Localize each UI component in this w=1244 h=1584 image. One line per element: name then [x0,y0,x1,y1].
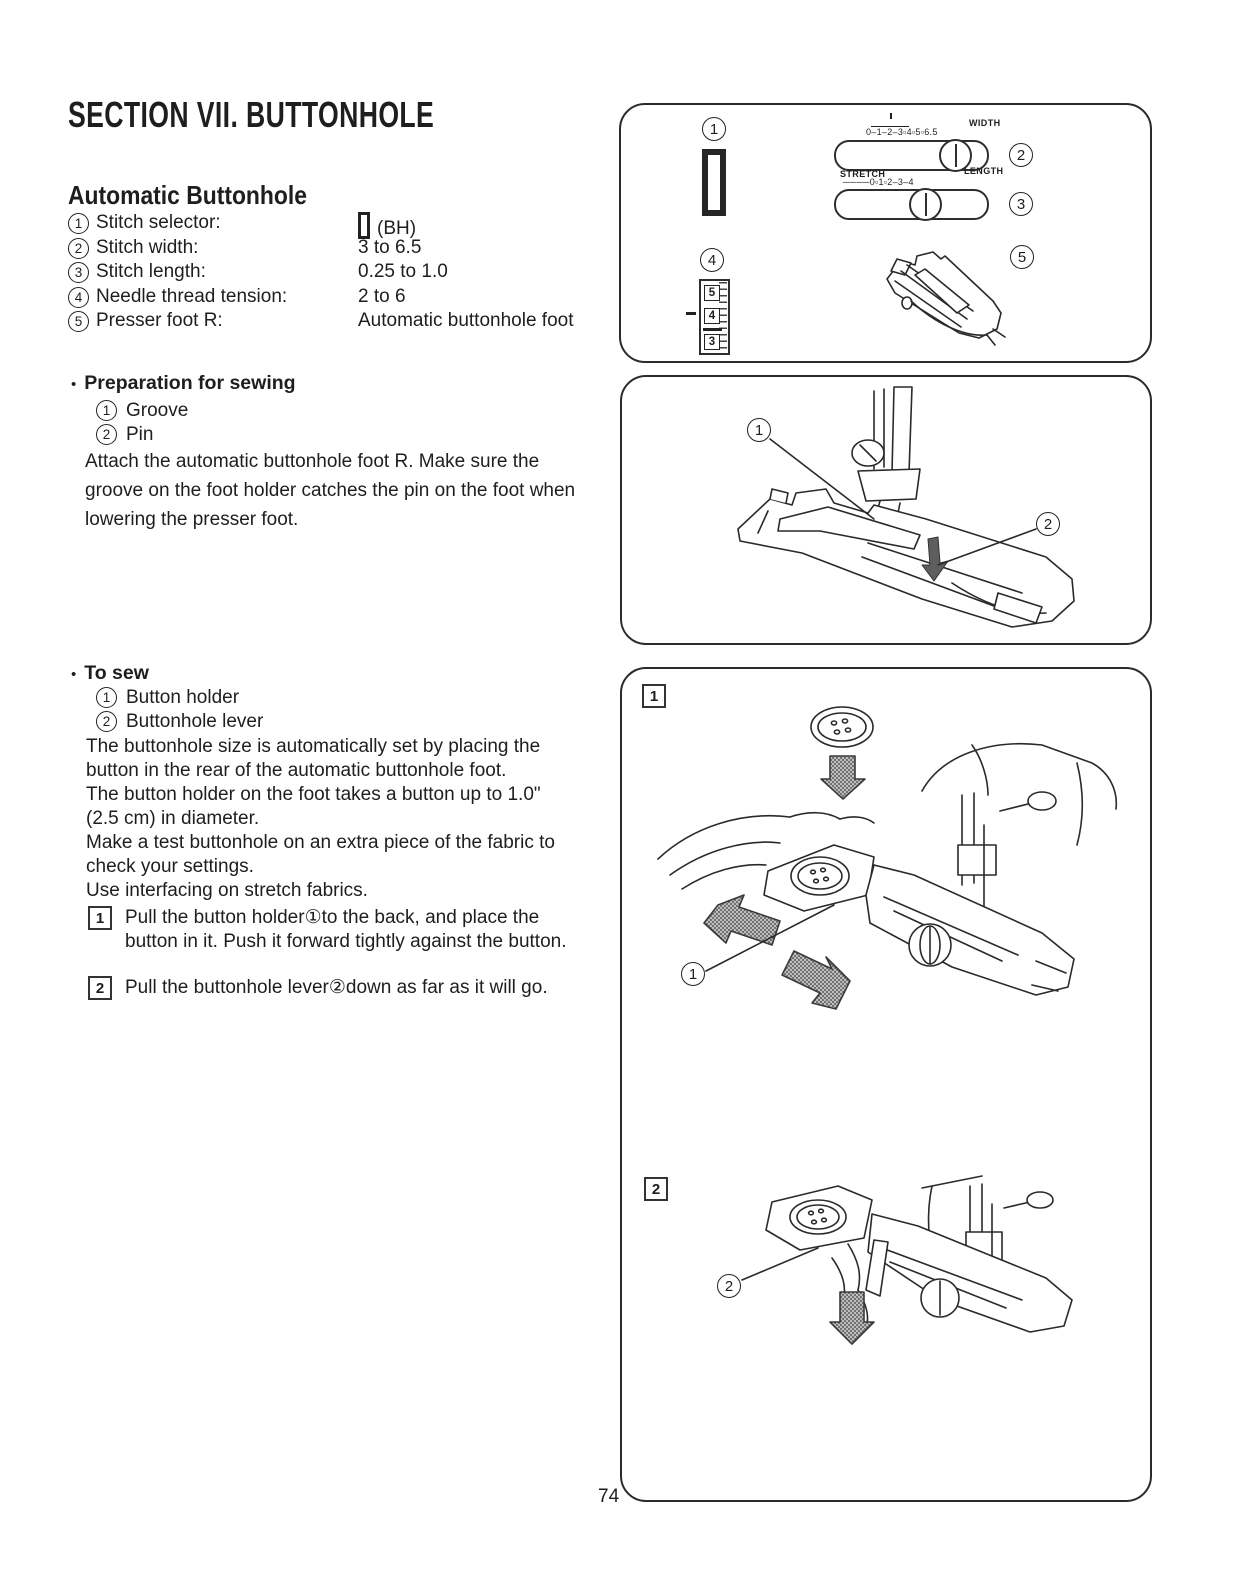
spec-callout: 1 [68,213,89,234]
step-number-box: 1 [88,906,112,930]
step-number-box: 1 [642,684,666,708]
presser-foot-r-illustration [871,241,1011,353]
spec-label: Stitch length: [96,261,206,283]
steps-panel [620,667,1152,1502]
step-number-box: 2 [88,976,112,1000]
preparation-paragraph: Attach the automatic buttonhole foot R. Make sure the groove on the foot holder catches the pin on the foot when lowering the presser foot. [85,451,576,530]
spec-callout: 5 [68,311,89,332]
step-2 [88,976,548,1000]
settings-panel [619,103,1152,363]
legend-item [96,400,188,421]
step-text: Pull the buttonhole lever②down as far as it will go. [125,977,548,998]
to-sew-paragraph: The buttonhole size is automatically set by placing the button in the rear of the automatic buttonhole foot. The button holder on the foot takes a button up to 1.0" (2.5 cm) in diameter. Make a test buttonhole on an extra piece of the fabric to check your settings. Use interfacing on stretch fabrics. [86,736,555,901]
foot-attachment-illustration [622,377,1150,643]
spec-value: 3 to 6.5 [358,236,422,258]
length-label: LENGTH [964,166,1004,176]
legend-label: Button holder [126,687,240,708]
tension-number: 5 [704,285,720,301]
spec-callout: 2 [68,238,89,259]
legend-item [96,687,239,708]
callout-2: 2 [1009,143,1033,167]
width-range-bracket [871,118,909,127]
callout-2: 2 [1036,512,1060,536]
legend-callout: 1 [96,400,117,421]
spec-callout: 3 [68,262,89,283]
spec-callout: 4 [68,287,89,308]
spec-value: Automatic buttonhole foot [358,310,574,332]
callout-3: 3 [1009,192,1033,216]
pull-lever-illustration [622,1174,1150,1409]
spec-label: Needle thread tension: [96,285,288,307]
callout-1: 1 [681,962,705,986]
legend-callout: 1 [96,687,117,708]
spec-value: 2 to 6 [358,285,406,307]
buttonhole-stitch-icon [358,212,370,239]
subsection-title: Automatic Buttonhole [68,180,307,210]
tension-setting-mark [686,312,696,315]
tension-divider [703,328,722,331]
length-dial-knob [909,188,942,221]
section-title: SECTION VII. BUTTONHOLE [68,94,435,135]
page-number: 74 [598,1486,620,1507]
spec-list [68,212,573,335]
spec-value: 0.25 to 1.0 [358,261,448,283]
spec-value: (BH) [358,212,573,240]
tension-dial-indicator [699,279,730,355]
step-text: Pull the button holder①to the back, and place the button in it. Push it forward tightly against the button. [125,907,567,952]
legend-label: Groove [126,400,189,421]
to-sew-heading: • To sew [71,662,149,684]
legend-label: Buttonhole lever [126,711,264,732]
callout-4: 4 [700,248,724,272]
legend-label: Pin [126,424,154,445]
step-number-box: 2 [644,1177,668,1201]
spec-label: Stitch width: [96,236,199,258]
spec-label: Presser foot R: [96,310,223,332]
spec-label: Stitch selector: [96,212,221,233]
callout-1: 1 [702,117,726,141]
tension-ticks [719,282,727,352]
width-label: WIDTH [969,118,1001,128]
width-scale: 0–1–2–3▫4▫5▫6.5 [866,127,938,137]
callout-1: 1 [747,418,771,442]
callout-5: 5 [1010,245,1034,269]
foot-attachment-panel [620,375,1152,645]
step-1 [88,906,566,954]
legend-callout: 2 [96,424,117,445]
legend-item [96,711,263,732]
legend-callout: 2 [96,711,117,732]
length-scale: ────0▫1▫2–3–4 [843,177,914,187]
buttonhole-stitch-icon [702,149,726,216]
tension-number: 4 [704,308,720,324]
tension-number: 3 [704,334,720,350]
bullet-icon: • [71,376,77,393]
legend-item [96,424,153,445]
callout-2: 2 [717,1274,741,1298]
preparation-heading: • Preparation for sewing [71,372,296,394]
bullet-icon: • [71,666,77,683]
stretch-label: STRETCH [840,169,886,179]
